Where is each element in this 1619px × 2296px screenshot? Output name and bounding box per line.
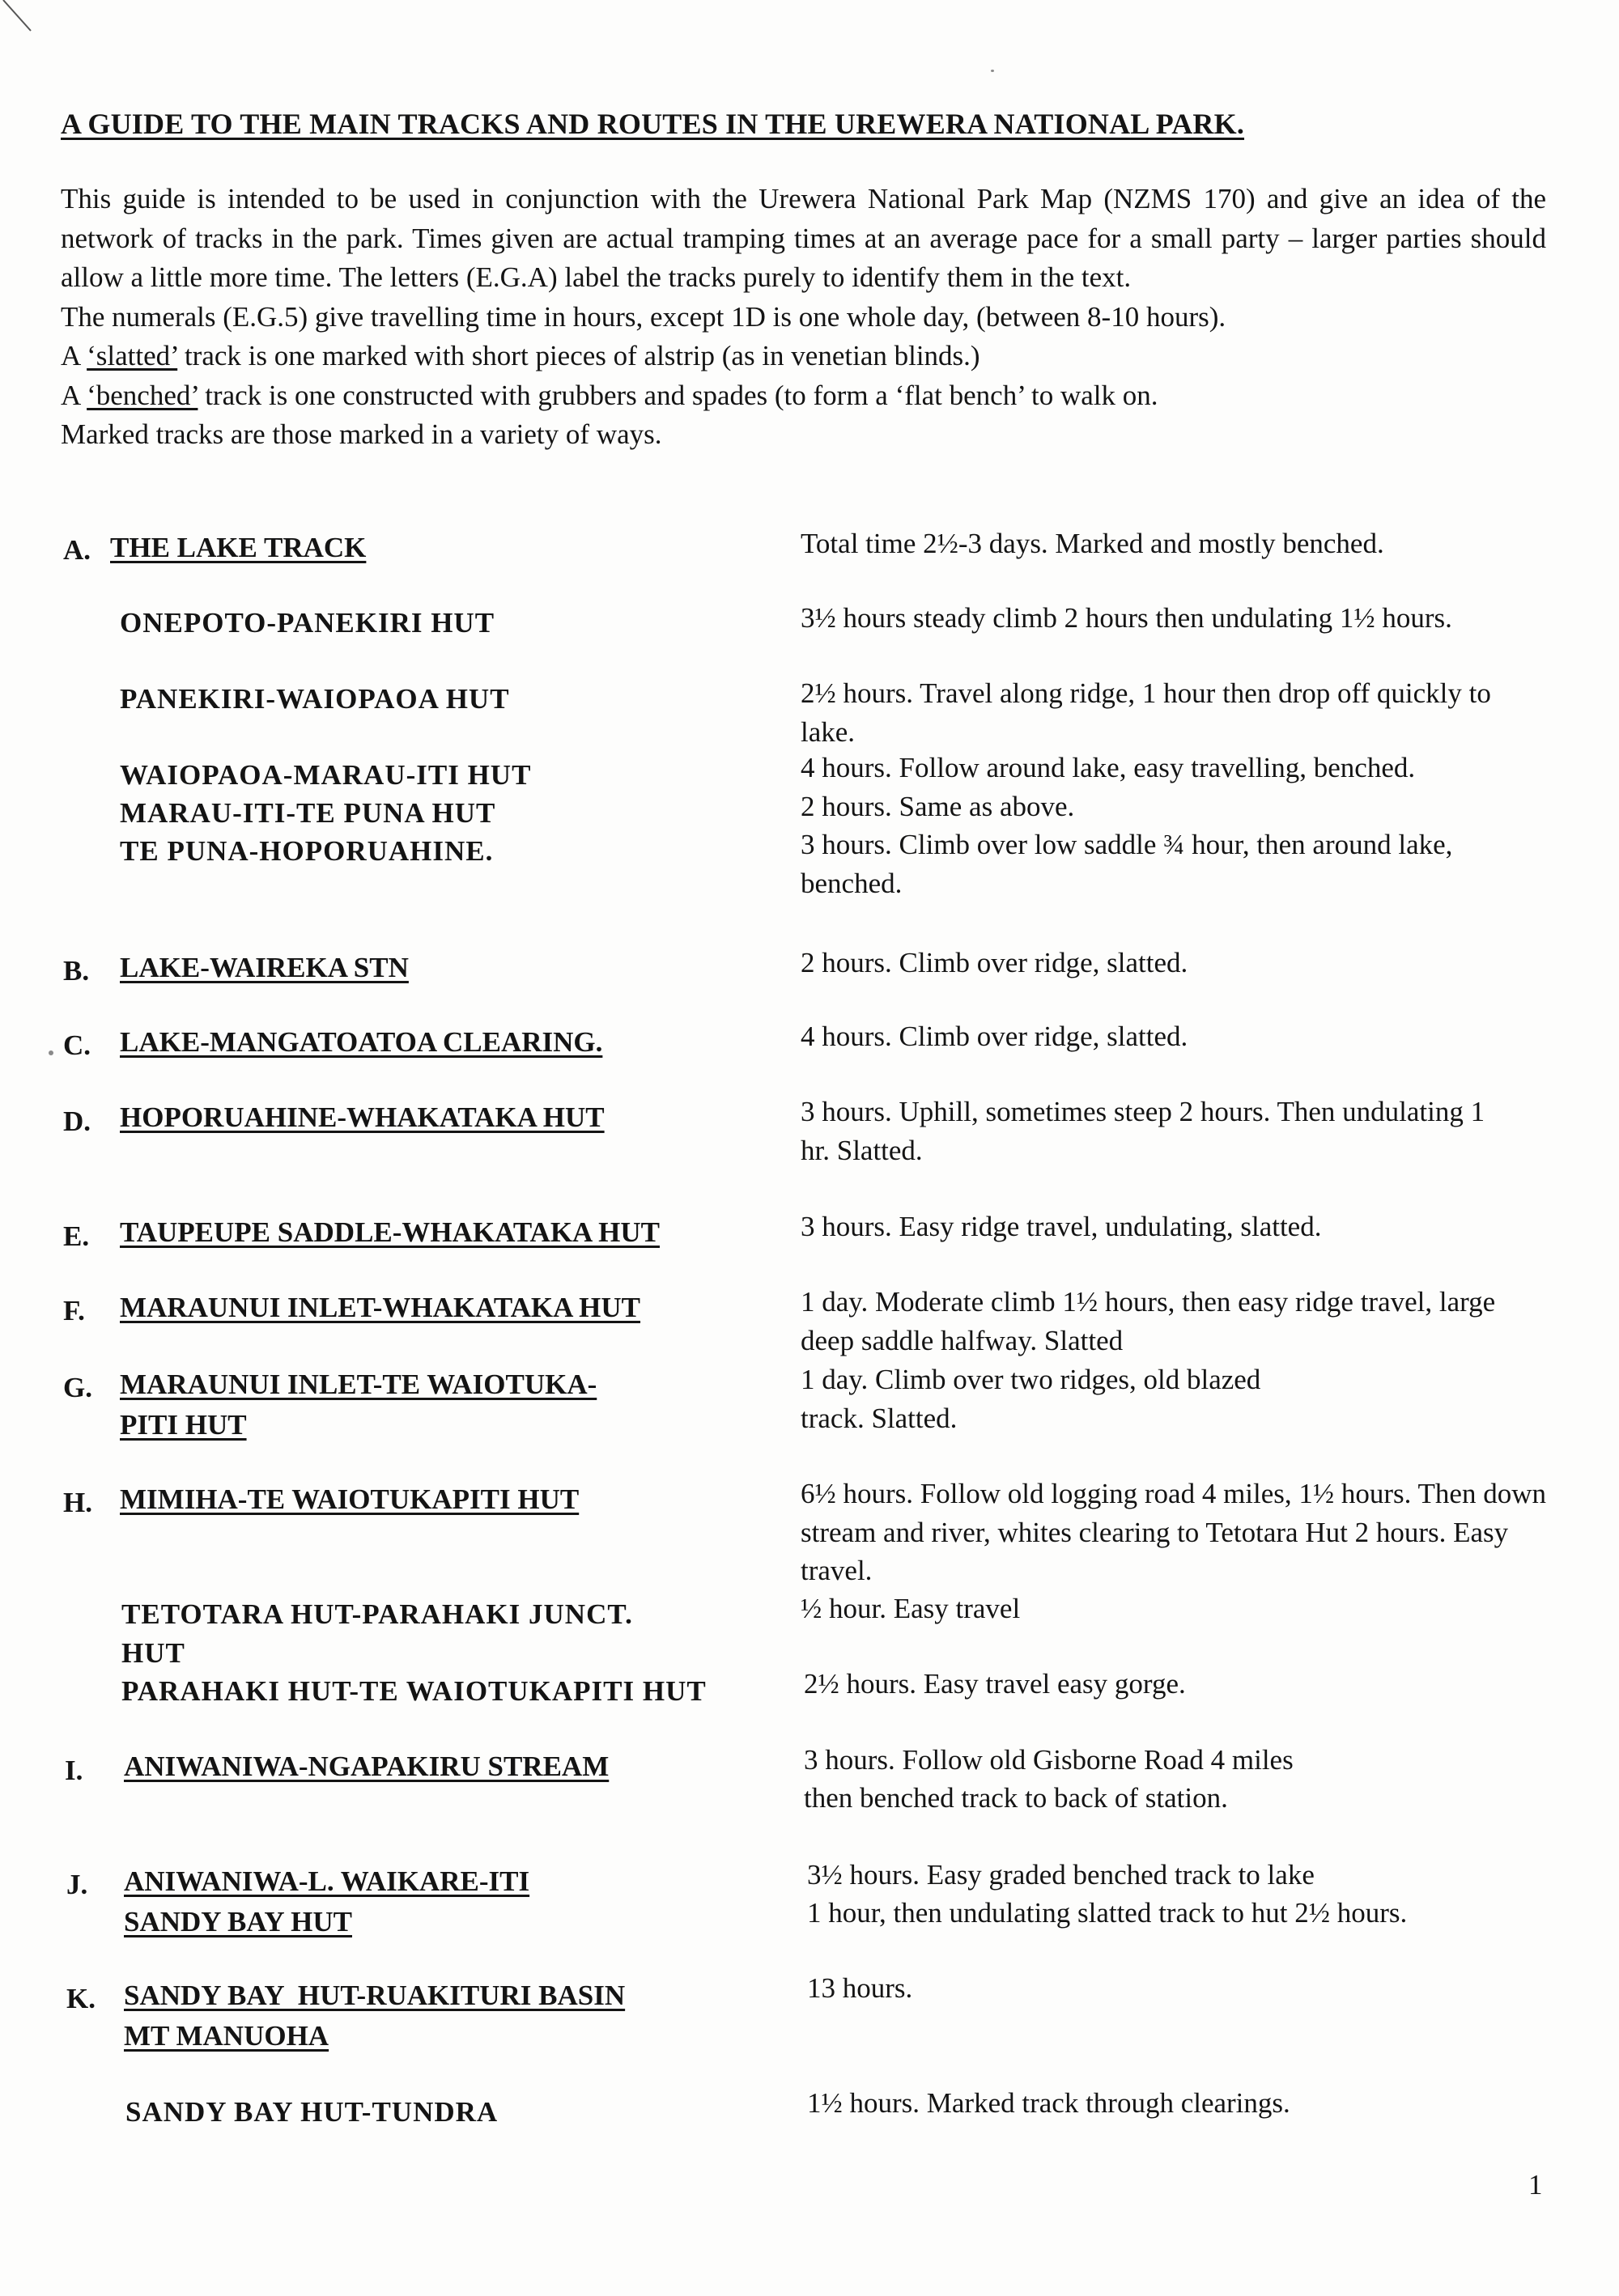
track-heading: HOPORUAHINE-WHAKATAKA HUT [120,1101,605,1133]
track-description: 3 hours. Uphill, sometimes steep 2 hours. Then undulating 1 hr. Slatted. [801,1096,1485,1166]
subsection-name-line-1: TETOTARA HUT-PARAHAKI JUNCT. [121,1598,633,1630]
track-letter: J. [66,1869,88,1900]
subsection-description: 3 hours. Climb over low saddle ¾ hour, then around lake, benched. [801,829,1453,899]
subsection-description: 2½ hours. Travel along ridge, 1 hour then drop off quickly to lake. [801,677,1491,748]
track-heading: TAUPEUPE SADDLE-WHAKATAKA HUT [120,1216,660,1248]
track-description: 1 day. Moderate climb 1½ hours, then easy ridge travel, large deep saddle halfway. Slatted [801,1286,1496,1356]
track-description-line-1: 3½ hours. Easy graded benched track to lake [807,1859,1315,1891]
track-heading: LAKE-WAIREKA STN [120,952,409,983]
subsection-name: SANDY BAY HUT-TUNDRA [125,2096,499,2128]
track-letter: A. [63,534,91,566]
track-heading: LAKE-MANGATOATOA CLEARING. [120,1026,603,1058]
intro-marked-line: Marked tracks are those marked in a variety of ways. [61,418,662,450]
slatted-term: ‘slatted’ [87,340,178,371]
intro-section [61,180,1546,455]
track-heading-line-2: MT MANUOHA [124,2020,329,2052]
track-heading: THE LAKE TRACK [110,532,367,563]
track-letter: K. [66,1983,96,2014]
subsection-name: WAIOPAOA-MARAU-ITI HUT [120,759,532,791]
intro-benched-line [61,376,1546,416]
subsection-name: MARAU-ITI-TE PUNA HUT [120,797,496,829]
slatted-definition: track is one marked with short pieces of alstrip (as in venetian blinds.) [177,340,980,371]
track-letter: G. [63,1372,92,1403]
subsection-description: 3½ hours steady climb 2 hours then undulating 1½ hours. [801,602,1452,634]
track-letter: F. [63,1295,85,1326]
track-description-line-1: 3 hours. Follow old Gisborne Road 4 miles [804,1744,1294,1776]
subsection-name: PANEKIRI-WAIOPAOA HUT [120,683,510,715]
track-heading: MARAUNUI INLET-WHAKATAKA HUT [120,1292,641,1323]
track-letter: C. [63,1029,91,1061]
track-description: 6½ hours. Follow old logging road 4 miles, 1½ hours. Then down stream and river, whites clearing to Tetotara Hut 2 hours. Easy travel. [801,1478,1546,1586]
track-description-line-2: 1 hour, then undulating slatted track to hut 2½ hours. [807,1897,1408,1929]
track-description: 2 hours. Climb over ridge, slatted. [801,947,1188,978]
intro-paragraph: This guide is intended to be used in conjunction with the Urewera National Park Map (NZMS 170) and give an idea of the network of tracks in the park. Times given are actual tramping times at an average pace for a small party – larger parties should allow a little more time. The letters (E.G.A) label the tracks purely to identify them in the text. [61,183,1546,293]
track-letter: E. [63,1220,90,1252]
intro-slatted-line [61,337,1546,376]
track-heading-line-1: ANIWANIWA-L. WAIKARE-ITI [124,1865,530,1897]
track-letter: H. [63,1487,92,1518]
subsection-description: 2 hours. Same as above. [801,791,1075,822]
track-description: 4 hours. Climb over ridge, slatted. [801,1021,1188,1052]
subsection-description: 4 hours. Follow around lake, easy travelling, benched. [801,752,1416,783]
subsection-name: ONEPOTO-PANEKIRI HUT [120,607,495,639]
track-heading: MIMIHA-TE WAIOTUKAPITI HUT [120,1483,580,1515]
track-heading-line-2: PITI HUT [120,1409,247,1441]
track-heading-line-2: SANDY BAY HUT [124,1906,352,1937]
intro-numerals-line: The numerals (E.G.5) give travelling time in hours, except 1D is one whole day, (between 8-10 hours). [61,300,1226,333]
scan-speck [991,70,994,72]
track-description: 3 hours. Easy ridge travel, undulating, slatted. [801,1211,1322,1242]
benched-definition: track is one constructed with grubbers and spades (to form a ‘flat bench’ to walk on. [198,379,1158,411]
track-heading-line-1: SANDY BAY HUT-RUAKITURI BASIN [124,1980,626,2011]
subsection-name: TE PUNA-HOPORUAHINE. [120,835,494,867]
track-heading-line-1: MARAUNUI INLET-TE WAIOTUKA- [120,1369,597,1400]
document-title: A GUIDE TO THE MAIN TRACKS AND ROUTES IN THE UREWERA NATIONAL PARK. [61,108,1245,140]
subsection-description: ½ hour. Easy travel [801,1593,1021,1624]
subsection-name: PARAHAKI HUT-TE WAIOTUKAPITI HUT [121,1675,707,1707]
track-letter: I. [65,1755,83,1786]
slatted-prefix: A [61,340,87,371]
track-description: 13 hours. [807,1972,913,2004]
subsection-description: 2½ hours. Easy travel easy gorge. [804,1668,1186,1700]
track-description: Total time 2½-3 days. Marked and mostly benched. [801,528,1384,559]
page-number: 1 [1528,2169,1543,2201]
track-letter: D. [63,1106,91,1137]
track-description-line-2: then benched track to back of station. [804,1782,1228,1814]
benched-term: ‘benched’ [87,379,198,411]
corner-scan-mark [0,0,49,49]
subsection-description: 1½ hours. Marked track through clearings. [807,2087,1290,2119]
benched-prefix: A [61,379,87,411]
track-letter: B. [63,955,90,987]
subsection-name-line-2: HUT [121,1637,185,1669]
track-description-line-2: track. Slatted. [801,1403,958,1434]
track-heading: ANIWANIWA-NGAPAKIRU STREAM [124,1751,610,1782]
track-description-line-1: 1 day. Climb over two ridges, old blazed [801,1364,1261,1395]
scan-speck [49,1050,53,1055]
